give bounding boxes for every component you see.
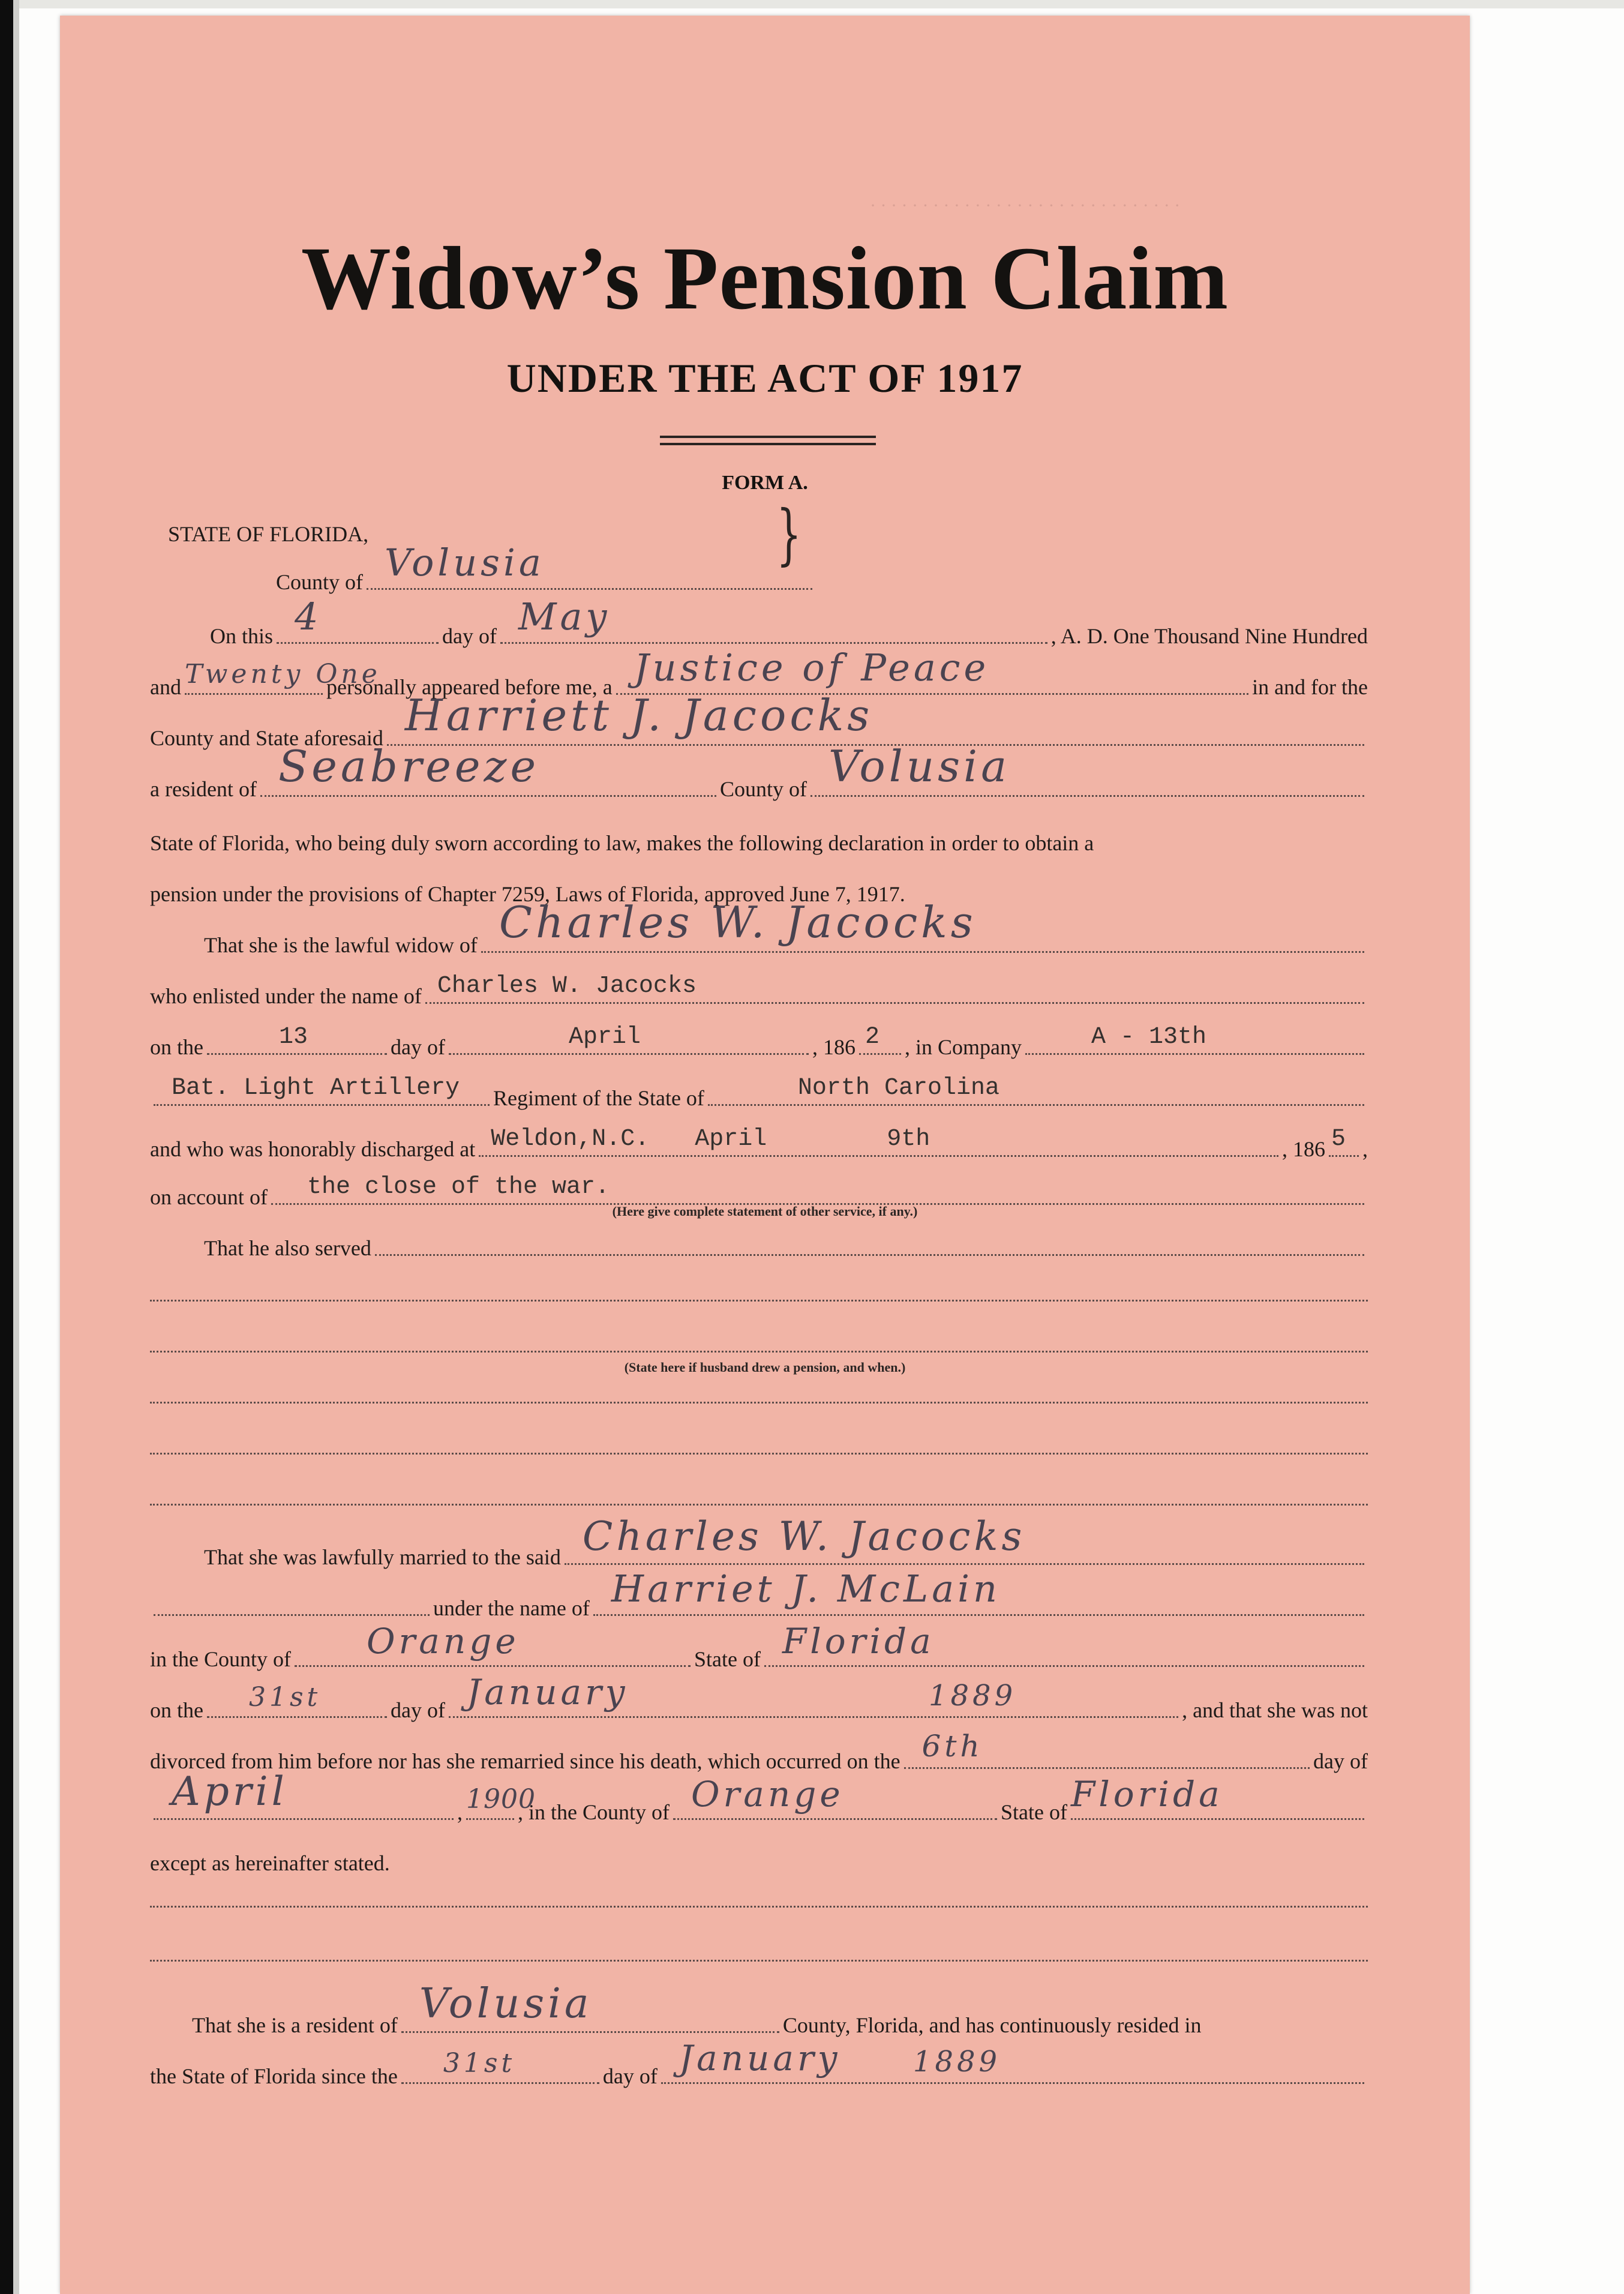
pension-form-paper <box>60 16 1470 2294</box>
marriage-on-the-label: on the <box>150 1698 203 1722</box>
enlist-date-line <box>150 1018 1368 1060</box>
ad-text: , A. D. One Thousand Nine Hundred <box>1050 624 1368 648</box>
year-value: Twenty One <box>184 659 381 689</box>
also-served-label: That he also served <box>204 1236 371 1260</box>
appeared-text: personally appeared before me, a <box>326 675 613 699</box>
county-label: County of <box>276 570 364 594</box>
death-line <box>150 1729 1368 1774</box>
residency-line <box>192 1980 1368 2038</box>
husband-name: Charles W. Jacocks <box>499 897 977 947</box>
resident-of-label: a resident of <box>150 777 257 801</box>
enlist-month: April <box>568 1024 641 1051</box>
widow-of-label: That she is the lawful widow of <box>204 933 478 957</box>
regiment-state-field <box>708 1075 1364 1106</box>
in-and-for-text: in and for the <box>1252 675 1368 699</box>
married-label: That she was lawfully married to the said <box>204 1545 561 1569</box>
since-day-field <box>401 2048 599 2084</box>
enlisted-field <box>425 973 1364 1004</box>
except-text: except as hereinafter stated. <box>150 1851 390 1875</box>
company-field <box>1025 1024 1364 1055</box>
married-field <box>565 1513 1364 1565</box>
under-name-label: under the name of <box>433 1596 590 1620</box>
title-rule-bottom <box>660 443 876 445</box>
discharge-line <box>150 1120 1368 1162</box>
marriage-day: 31st <box>248 1682 322 1713</box>
death-county-field <box>673 1774 997 1820</box>
county-field <box>367 541 812 590</box>
death-place-line <box>150 1768 1368 1825</box>
not-divorced-text-1: , and that she was not <box>1182 1698 1368 1722</box>
discharge-year-digit: 5 <box>1331 1126 1346 1153</box>
month-field <box>500 595 1047 644</box>
death-month: April <box>172 1768 288 1815</box>
date-line <box>210 595 1368 649</box>
marriage-county-field <box>295 1621 691 1667</box>
death-state-field <box>1070 1774 1364 1820</box>
marriage-year: 1889 <box>928 1679 1017 1713</box>
death-county: Orange <box>691 1774 844 1815</box>
in-company-label: , in Company <box>904 1035 1022 1059</box>
enlist-year-field <box>859 1024 901 1055</box>
discharge-field <box>479 1126 1278 1157</box>
enlist-day: 13 <box>278 1024 308 1051</box>
scan-left-edge <box>13 0 19 2294</box>
enlist-day-field <box>207 1024 387 1055</box>
bleed-through-text: · · · · · · · · · · · · · · · · · · · · · · · · · · · · · · <box>870 196 1181 215</box>
since-month: January <box>679 2038 841 2079</box>
day-field <box>277 595 439 644</box>
marriage-day-of-label: day of <box>390 1698 445 1722</box>
death-day: 6th <box>921 1729 983 1764</box>
form-subtitle: UNDER THE ACT OF 1917 <box>506 355 1023 401</box>
blank-line <box>150 1351 1368 1353</box>
continuous-text: County, Florida, and has continuously resided in <box>782 2013 1202 2037</box>
title-rule-top <box>660 436 876 438</box>
discharge-comma: , <box>1362 1137 1368 1161</box>
other-service-note: (Here give complete statement of other service, if any.) <box>612 1204 918 1219</box>
county-of-label: County of <box>719 777 807 801</box>
declaration-text-2: pension under the provisions of Chapter 7259, Laws of Florida, approved June 7, 1917. <box>150 882 905 906</box>
married-name: Charles W. Jacocks <box>582 1513 1026 1560</box>
death-year-comma: , <box>457 1800 463 1824</box>
enlisted-name: Charles W. Jacocks <box>437 973 697 1000</box>
maiden-lead-field <box>154 1596 430 1616</box>
and-label: and <box>150 675 181 699</box>
not-divorced-text-2: divorced from him before nor has she remarried since his death, which occurred on the <box>150 1749 900 1773</box>
regiment-value: Bat. Light Artillery <box>172 1075 460 1102</box>
residence-field <box>260 741 716 797</box>
blank-line <box>150 1504 1368 1506</box>
regiment-field <box>154 1075 490 1106</box>
residence-county-field <box>811 741 1364 797</box>
day-of-label: day of <box>442 624 497 648</box>
account-field <box>271 1174 1364 1205</box>
married-line <box>204 1513 1368 1570</box>
residence-county: Volusia <box>828 741 1010 791</box>
enlist-year-digit: 2 <box>864 1024 879 1051</box>
since-month-field <box>661 2038 1364 2084</box>
marriage-place-line <box>150 1621 1368 1672</box>
regiment-line <box>150 1069 1368 1111</box>
since-day-of-label: day of <box>602 2064 658 2088</box>
death-day-of-label: day of <box>1313 1749 1368 1773</box>
marriage-state: Florida <box>782 1621 935 1662</box>
since-label: the State of Florida since the <box>150 2064 398 2088</box>
discharge-place: Weldon,N.C. <box>491 1126 650 1153</box>
marriage-month-field <box>449 1672 1178 1718</box>
blank-line <box>150 1300 1368 1302</box>
regiment-state: North Carolina <box>797 1075 999 1102</box>
claimant-name: Harriett J. Jacocks <box>404 690 873 740</box>
husband-field <box>481 897 1364 953</box>
blank-line <box>150 1960 1368 1962</box>
resident-label: That she is a resident of <box>192 2013 398 2037</box>
declaration-line-1 <box>150 814 1368 856</box>
in-county-of-label: in the County of <box>150 1647 291 1671</box>
since-day: 31st <box>443 2048 516 2079</box>
on-this-label: On this <box>210 624 274 648</box>
blank-line <box>150 1906 1368 1908</box>
enlist-year-prefix: , 186 <box>812 1035 855 1059</box>
state-heading: STATE OF FLORIDA, <box>168 522 369 546</box>
enlisted-label: who enlisted under the name of <box>150 984 422 1008</box>
since-line <box>150 2038 1368 2089</box>
discharge-month: April <box>695 1126 767 1153</box>
discharge-year-field <box>1329 1126 1359 1157</box>
in-the-county-of-label: , in the County of <box>518 1800 670 1824</box>
day-value: 4 <box>295 595 322 638</box>
marriage-county: Orange <box>366 1621 520 1662</box>
residence-line <box>150 741 1368 802</box>
death-state-of-label: State of <box>1000 1800 1067 1824</box>
discharged-label: and who was honorably discharged at <box>150 1137 476 1161</box>
death-day-field <box>904 1729 1310 1769</box>
aforesaid-label: County and State aforesaid <box>150 726 383 750</box>
blank-line <box>150 1453 1368 1455</box>
state-of-label: State of <box>694 1647 761 1671</box>
death-year: 1900 <box>466 1784 536 1815</box>
maiden-name: Harriet J. McLain <box>611 1567 1001 1611</box>
form-title: Widow’s Pension Claim <box>301 229 1229 328</box>
company-value: A - 13th <box>1091 1024 1206 1051</box>
scan-top-edge <box>0 0 1624 8</box>
account-value: the close of the war. <box>307 1174 610 1201</box>
discharge-day: 9th <box>887 1126 930 1153</box>
death-year-field <box>466 1784 536 1820</box>
enlist-month-field <box>449 1024 809 1055</box>
widow-line <box>204 897 1368 958</box>
discharge-year-prefix: , 186 <box>1282 1137 1325 1161</box>
county-value: Volusia <box>385 541 545 584</box>
since-year: 1889 <box>912 2045 1001 2079</box>
marriage-month: January <box>466 1672 629 1713</box>
account-label: on account of <box>150 1185 268 1209</box>
county-line <box>276 541 816 595</box>
on-the-label: on the <box>150 1035 203 1059</box>
form-label: FORM A. <box>722 472 808 494</box>
marriage-day-field <box>207 1682 387 1718</box>
marriage-state-field <box>764 1621 1364 1667</box>
also-served-field <box>375 1236 1364 1256</box>
death-month-field <box>154 1768 454 1820</box>
except-line <box>150 1834 1368 1876</box>
blank-line <box>150 1402 1368 1404</box>
death-state: Florida <box>1070 1774 1223 1815</box>
month-value: May <box>518 595 611 638</box>
scan-left-border <box>0 0 13 2294</box>
enlist-day-of-label: day of <box>390 1035 445 1059</box>
resident-county: Volusia <box>419 1980 593 2028</box>
year-field <box>184 659 381 695</box>
county-brace: } <box>776 496 802 572</box>
also-served-line <box>204 1219 1368 1261</box>
maiden-field <box>593 1567 1364 1616</box>
regiment-label: Regiment of the State of <box>493 1086 704 1110</box>
pension-note: (State here if husband drew a pension, and when.) <box>624 1360 906 1375</box>
declaration-text-1: State of Florida, who being duly sworn according to law, makes the following declaration in order to obtain a <box>150 831 1094 855</box>
residence-value: Seabreeze <box>278 741 540 791</box>
enlisted-line <box>150 967 1368 1009</box>
resident-county-field <box>401 1980 779 2033</box>
marriage-date-line <box>150 1672 1368 1723</box>
maiden-name-line <box>150 1567 1368 1621</box>
officer-value: Justice of Peace <box>634 646 990 689</box>
